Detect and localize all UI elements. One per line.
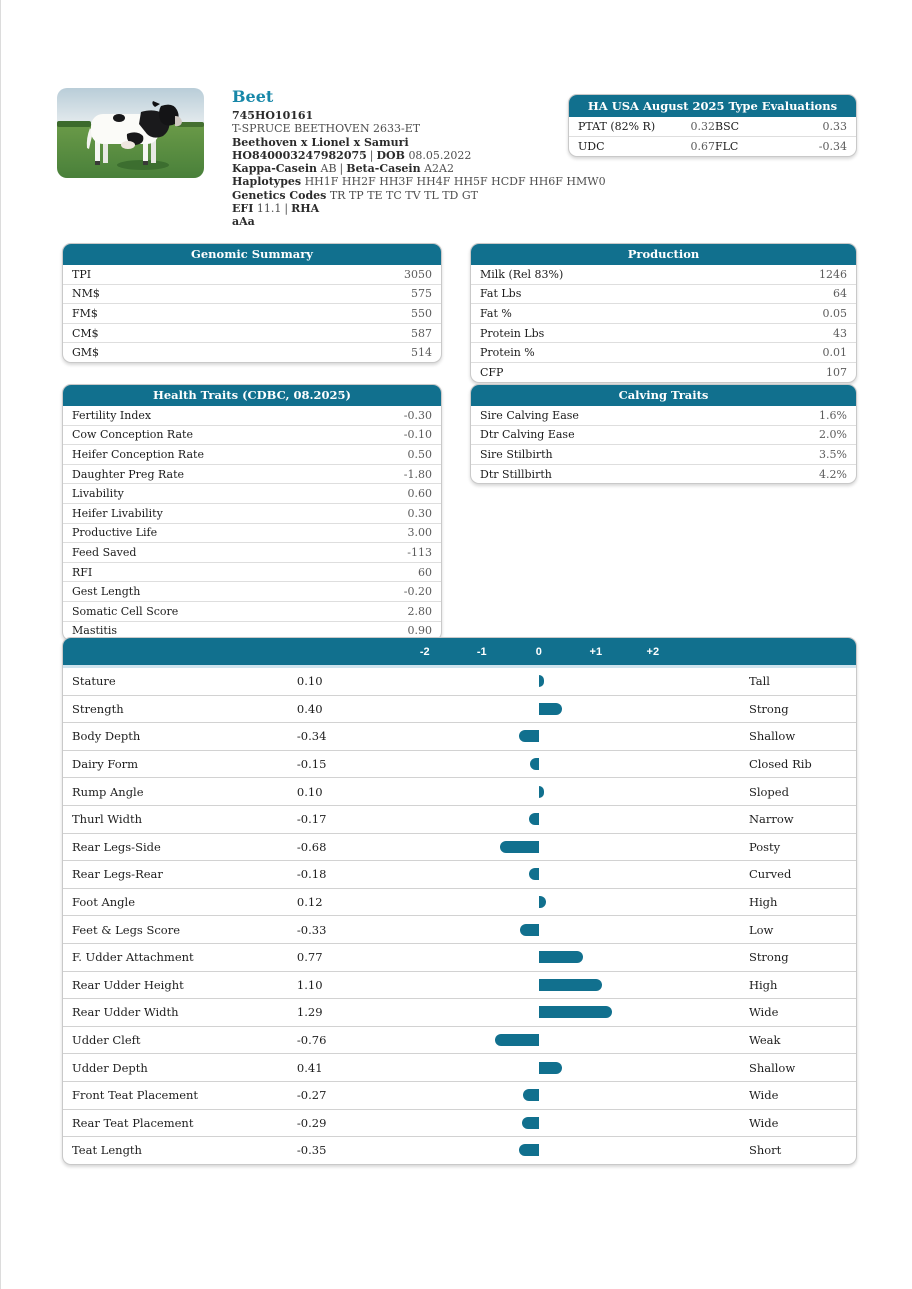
chart-trait-value: -0.15	[296, 757, 327, 772]
chart-trait-label: Rump Angle	[72, 784, 144, 799]
type-evaluations-card	[568, 94, 857, 157]
chart-row	[63, 1053, 856, 1081]
chart-trait-label: Strength	[72, 701, 124, 716]
chart-trait-descriptor: Short	[748, 1143, 782, 1158]
chart-trait-value: 0.77	[296, 950, 323, 965]
chart-trait-label: Rear Teat Placement	[72, 1115, 194, 1130]
haplotypes-label: Haplotypes	[232, 175, 302, 189]
axis-tick: 0	[535, 645, 542, 658]
chart-trait-label: F. Udder Attachment	[72, 950, 194, 965]
aaa-value: aAa	[232, 215, 255, 229]
trait-value: 2.80	[407, 604, 432, 618]
chart-trait-label: Rear Legs-Side	[72, 839, 161, 854]
table-row	[471, 284, 856, 304]
production-card	[470, 243, 857, 383]
beta-casein-value: A2A2	[424, 162, 454, 176]
chart-row	[63, 943, 856, 971]
cow-photo-image	[57, 88, 204, 178]
chart-row	[63, 722, 856, 750]
trait-bar	[539, 1006, 613, 1018]
chart-trait-descriptor: Shallow	[748, 729, 796, 744]
table-row	[471, 444, 856, 464]
trait-label: Feed Saved	[72, 545, 137, 559]
chart-trait-value: -0.18	[296, 867, 327, 882]
registration-line	[232, 149, 568, 162]
trait-label: TPI	[72, 267, 92, 281]
chart-trait-value: -0.34	[296, 729, 327, 744]
trait-label: Fat %	[480, 306, 512, 320]
trait-label: CFP	[480, 365, 504, 379]
type-eval-value: 0.67	[690, 140, 715, 153]
chart-row	[63, 833, 856, 861]
trait-bar	[539, 896, 546, 908]
trait-value: -1.80	[403, 467, 432, 481]
trait-value: 3.5%	[819, 447, 847, 461]
chart-trait-label: Dairy Form	[72, 757, 139, 772]
haplotypes-line	[232, 175, 606, 189]
trait-value: 575	[411, 287, 432, 301]
chart-trait-value: -0.68	[296, 839, 327, 854]
chart-row	[63, 915, 856, 943]
chart-row	[63, 1109, 856, 1137]
type-eval-row	[569, 117, 856, 136]
axis-tick: -2	[419, 645, 430, 658]
chart-trait-descriptor: Narrow	[748, 812, 794, 827]
trait-value: -0.20	[403, 585, 432, 599]
trait-label: Milk (Rel 83%)	[480, 267, 564, 281]
page-edge-line	[0, 0, 1, 1289]
genomic-summary-card	[62, 243, 442, 363]
chart-trait-value: 1.29	[296, 1005, 323, 1020]
trait-label: Dtr Calving Ease	[480, 428, 575, 442]
trait-value: 550	[411, 306, 432, 320]
bull-full-name: T-SPRUCE BEETHOVEN 2633-ET	[232, 122, 421, 136]
trait-label: Heifer Conception Rate	[72, 447, 204, 461]
chart-trait-label: Rear Legs-Rear	[72, 867, 163, 882]
axis-tick: +2	[646, 645, 660, 658]
dob-value: 08.05.2022	[408, 148, 472, 162]
trait-value: 0.05	[822, 306, 847, 320]
chart-trait-label: Stature	[72, 674, 116, 689]
trait-value: -0.10	[403, 428, 432, 442]
chart-row	[63, 888, 856, 916]
trait-value: 3.00	[407, 526, 432, 540]
trait-bar	[495, 1034, 538, 1046]
chart-trait-descriptor: Posty	[748, 839, 781, 854]
calving-traits-rows	[471, 406, 856, 483]
trait-label: Dtr Stillbirth	[480, 467, 552, 481]
chart-row	[63, 695, 856, 723]
chart-trait-descriptor: Tall	[748, 674, 770, 689]
trait-value: 0.60	[407, 487, 432, 501]
trait-bar	[539, 979, 602, 991]
chart-row	[63, 1081, 856, 1109]
type-eval-label: UDC	[578, 140, 605, 153]
trait-value: 4.2%	[819, 467, 847, 481]
trait-value: 0.90	[407, 624, 432, 638]
trait-label: GM$	[72, 346, 100, 360]
chart-trait-label: Udder Cleft	[72, 1033, 141, 1048]
trait-bar	[539, 675, 545, 687]
trait-value: 64	[833, 287, 847, 301]
trait-label: Protein Lbs	[480, 326, 545, 340]
trait-label: Somatic Cell Score	[72, 604, 179, 618]
linear-traits-chart	[62, 637, 857, 1165]
separator: |	[284, 202, 289, 216]
table-row	[63, 542, 441, 562]
chart-trait-descriptor: Wide	[748, 1005, 779, 1020]
bull-name: Beet	[232, 87, 274, 106]
calving-traits-title: Calving Traits	[471, 385, 856, 406]
bull-photo	[57, 88, 204, 178]
genetics-codes-line	[232, 189, 568, 202]
table-row	[63, 562, 441, 582]
type-eval-value: 0.32	[690, 120, 715, 133]
table-row	[471, 425, 856, 445]
trait-label: Sire Calving Ease	[480, 408, 579, 422]
trait-label: Sire Stilbirth	[480, 447, 553, 461]
table-row	[63, 523, 441, 543]
trait-label: Cow Conception Rate	[72, 428, 193, 442]
calving-traits-card	[470, 384, 857, 484]
rha-label: RHA	[291, 202, 320, 216]
chart-trait-descriptor: Curved	[748, 867, 792, 882]
trait-bar	[539, 951, 583, 963]
trait-value: 3050	[404, 267, 432, 281]
chart-trait-descriptor: Low	[748, 922, 774, 937]
type-evaluations-title: HA USA August 2025 Type Evaluations	[569, 95, 856, 117]
genetics-codes-value: TR TP TE TC TV TL TD GT	[329, 188, 478, 202]
chart-trait-descriptor: Weak	[748, 1033, 781, 1048]
trait-label: Productive Life	[72, 526, 158, 540]
trait-value: 2.0%	[819, 428, 847, 442]
chart-trait-label: Front Teat Placement	[72, 1088, 199, 1103]
trait-label: FM$	[72, 306, 98, 320]
table-row	[471, 362, 856, 382]
table-row	[63, 464, 441, 484]
genomic-summary-rows	[63, 265, 441, 362]
trait-value: -0.30	[403, 408, 432, 422]
type-eval-row	[569, 136, 856, 156]
type-eval-label: FLC	[715, 140, 739, 153]
efi-label: EFI	[232, 202, 254, 216]
trait-label: Heifer Livability	[72, 506, 163, 520]
chart-trait-value: 0.10	[296, 784, 323, 799]
chart-trait-value: 0.12	[296, 895, 323, 910]
axis-tick: +1	[589, 645, 603, 658]
chart-row	[63, 860, 856, 888]
chart-row	[63, 750, 856, 778]
table-row	[63, 265, 441, 284]
table-row	[471, 342, 856, 362]
trait-label: Livability	[72, 487, 124, 501]
trait-bar	[539, 1062, 562, 1074]
axis-tick: -1	[476, 645, 487, 658]
trait-label: NM$	[72, 287, 100, 301]
chart-row	[63, 777, 856, 805]
type-eval-value: 0.33	[822, 120, 847, 133]
kappa-casein-label: Kappa-Casein	[232, 162, 318, 176]
type-evaluations-rows	[569, 117, 856, 156]
chart-rows	[63, 668, 856, 1164]
chart-trait-value: -0.17	[296, 812, 327, 827]
haplotypes-value: HH1F HH2F HH3F HH4F HH5F HCDF HH6F HMW0	[304, 175, 606, 189]
chart-row	[63, 971, 856, 999]
trait-bar	[522, 1117, 539, 1129]
chart-trait-descriptor: Strong	[748, 950, 789, 965]
trait-value: 1246	[819, 267, 847, 281]
separator: |	[369, 148, 374, 162]
table-row	[63, 342, 441, 362]
chart-row	[63, 805, 856, 833]
trait-value: 43	[833, 326, 847, 340]
trait-bar	[539, 786, 545, 798]
registration-number: HO840003247982075	[232, 148, 367, 162]
chart-trait-descriptor: Wide	[748, 1088, 779, 1103]
genomic-summary-title: Genomic Summary	[63, 244, 441, 265]
table-row	[471, 323, 856, 343]
table-row	[471, 303, 856, 323]
genetics-codes-label: Genetics Codes	[232, 188, 327, 202]
trait-label: Mastitis	[72, 624, 117, 638]
chart-row	[63, 1026, 856, 1054]
trait-value: 0.50	[407, 447, 432, 461]
kappa-casein-value: AB	[320, 162, 337, 176]
trait-bar	[539, 703, 562, 715]
table-row	[63, 303, 441, 323]
chart-axis-header	[63, 638, 856, 668]
casein-line	[232, 162, 568, 175]
chart-trait-label: Udder Depth	[72, 1060, 148, 1075]
chart-trait-descriptor: Sloped	[748, 784, 789, 799]
chart-trait-descriptor: Closed Rib	[748, 757, 812, 772]
type-eval-label: PTAT (82% R)	[578, 120, 656, 133]
chart-trait-value: -0.35	[296, 1143, 327, 1158]
trait-value: 0.30	[407, 506, 432, 520]
chart-trait-value: 0.40	[296, 701, 323, 716]
trait-bar	[523, 1089, 538, 1101]
table-row	[63, 284, 441, 304]
chart-trait-descriptor: Wide	[748, 1115, 779, 1130]
trait-value: 107	[826, 365, 847, 379]
trait-label: CM$	[72, 326, 99, 340]
type-eval-value: -0.34	[818, 140, 847, 153]
trait-label: Gest Length	[72, 585, 141, 599]
chart-trait-descriptor: Strong	[748, 701, 789, 716]
chart-row	[63, 1136, 856, 1164]
health-traits-rows	[63, 406, 441, 640]
chart-trait-label: Rear Udder Height	[72, 977, 184, 992]
chart-trait-label: Thurl Width	[72, 812, 142, 827]
dob-label: DOB	[376, 148, 405, 162]
chart-trait-value: -0.33	[296, 922, 327, 937]
chart-trait-label: Rear Udder Width	[72, 1005, 179, 1020]
production-title: Production	[471, 244, 856, 265]
chart-trait-value: -0.76	[296, 1033, 327, 1048]
table-row	[471, 265, 856, 284]
type-eval-label: BSC	[715, 120, 740, 133]
table-row	[471, 406, 856, 425]
chart-trait-value: 0.10	[296, 674, 323, 689]
table-row	[63, 483, 441, 503]
trait-bar	[500, 841, 539, 853]
trait-label: Daughter Preg Rate	[72, 467, 185, 481]
trait-bar	[529, 813, 539, 825]
trait-value: 514	[411, 346, 432, 360]
bull-pedigree: Beethoven x Lionel x Samuri	[232, 135, 409, 149]
trait-bar	[519, 730, 538, 742]
chart-row	[63, 998, 856, 1026]
chart-row	[63, 668, 856, 695]
trait-bar	[529, 868, 539, 880]
trait-value: 587	[411, 326, 432, 340]
chart-trait-descriptor: High	[748, 895, 778, 910]
trait-bar	[530, 758, 539, 770]
table-row	[63, 503, 441, 523]
table-row	[63, 406, 441, 425]
efi-value: 11.1	[256, 202, 282, 216]
beta-casein-label: Beta-Casein	[346, 162, 421, 176]
chart-trait-value: 1.10	[296, 977, 323, 992]
trait-label: RFI	[72, 565, 93, 579]
efi-rha-line	[232, 202, 568, 215]
trait-label: Fat Lbs	[480, 287, 522, 301]
trait-label: Fertility Index	[72, 408, 152, 422]
production-rows	[471, 265, 856, 382]
trait-value: -113	[407, 545, 432, 559]
chart-trait-label: Body Depth	[72, 729, 141, 744]
chart-trait-descriptor: Shallow	[748, 1060, 796, 1075]
table-row	[471, 464, 856, 484]
chart-trait-label: Feet & Legs Score	[72, 922, 181, 937]
trait-label: Protein %	[480, 346, 535, 360]
chart-trait-label: Foot Angle	[72, 895, 136, 910]
chart-trait-value: 0.41	[296, 1060, 323, 1075]
trait-value: 60	[418, 565, 432, 579]
trait-value: 1.6%	[819, 408, 847, 422]
table-row	[63, 425, 441, 445]
chart-trait-value: -0.29	[296, 1115, 327, 1130]
health-traits-card	[62, 384, 442, 641]
trait-value: 0.01	[822, 346, 847, 360]
table-row	[63, 581, 441, 601]
chart-trait-label: Teat Length	[72, 1143, 142, 1158]
table-row	[63, 323, 441, 343]
chart-trait-descriptor: High	[748, 977, 778, 992]
health-traits-title: Health Traits (CDBC, 08.2025)	[63, 385, 441, 406]
chart-trait-value: -0.27	[296, 1088, 327, 1103]
table-row	[63, 444, 441, 464]
trait-bar	[519, 1144, 539, 1156]
separator: |	[339, 162, 344, 176]
table-row	[63, 601, 441, 621]
trait-bar	[520, 924, 539, 936]
bull-code: 745HO10161	[232, 109, 314, 122]
